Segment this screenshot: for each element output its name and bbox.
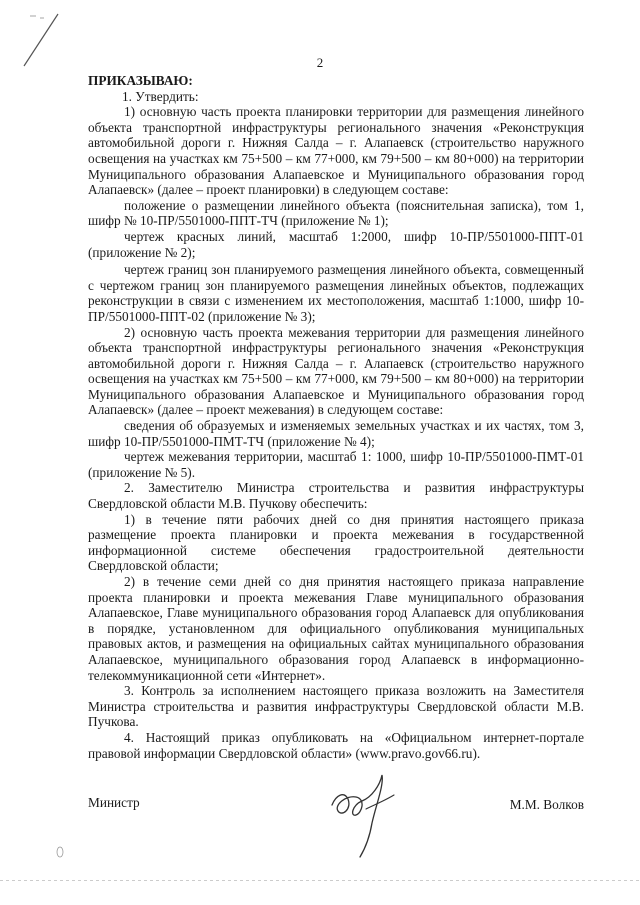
paragraph-4: 4. Настоящий приказ опубликовать на «Официальном интернет-портале правовой информации Свердловской области» (www.pravo.gov66.ru). (88, 729, 584, 761)
paragraph-land-plots: сведения об образуемых и изменяемых земельных участках и их частях, том 3, шифр 10-ПР/5501000-ПМТ-ТЧ (приложение № 4); (88, 418, 584, 449)
page-number: 2 (316, 55, 324, 70)
order-heading: ПРИКАЗЫВАЮ: (88, 73, 193, 88)
paragraph-zones-drawing: чертеж границ зон планируемого размещения линейного объекта, совмещенный с чертежом границ зон планируемого размещения линейных объектов, подлежащих реконструкции в связи с изменением их местоположения, масштаб 1:1000, шифр 10-ПР/5501000-ППТ-02 (приложение № 3); (88, 262, 584, 324)
signatory-name: М.М. Волков (509, 797, 584, 812)
document-body (88, 73, 584, 761)
paragraph-2-1: 1) в течение пяти рабочих дней со дня принятия настоящего приказа размещение проекта планировки и проекта межевания в государственной информационной системе обеспечения градостроительной деятельности Свердловской области; (88, 511, 584, 574)
scan-edge-line (0, 880, 640, 881)
paragraph-2: 2. Заместителю Министра строительства и развития инфраструктуры Свердловской области М.В. Пучкову обеспечить: (88, 480, 584, 512)
paragraph-3: 3. Контроль за исполнением настоящего приказа возложить на Заместителя Министра строительства и развития инфраструктуры Свердловской области М.В. Пучкова. (88, 683, 584, 730)
paragraph-1-2: 2) основную часть проекта межевания территории для размещения линейного объекта транспортной инфраструктуры регионального значения «Реконструкция автомобильной дороги г. Нижняя Салда – г. Алапаевск (строительство наружного освещения на участках км 75+500 – км 77+000, км 79+500 – км 80+000) на территории Муниципального образования Алапаевское и Муниципального образования город Алапаевск» (далее – проект межевания) в следующем составе: (88, 324, 584, 418)
paragraph-red-lines-drawing: чертеж красных линий, масштаб 1:2000, шифр 10-ПР/5501000-ППТ-01 (приложение № 2); (88, 228, 584, 260)
paragraph-explanatory-note: положение о размещении линейного объекта (пояснительная записка), том 1, шифр № 10-ПР/5501000-ППТ-ТЧ (приложение № 1); (88, 197, 584, 229)
paragraph-survey-drawing: чертеж межевания территории, масштаб 1: 1000, шифр 10-ПР/5501000-ПМТ-01 (приложение № 5). (88, 449, 584, 480)
scan-mark-icon (52, 840, 72, 860)
paragraph-2-2: 2) в течение семи дней со дня принятия настоящего приказа направление проекта планировки и проекта межевания Главе муниципального образования Алапаевское, Главе муниципального образования город Алапаевск для опубликования в порядке, установленном для официального опубликования муниципальных правовых актов, и размещения на официальных сайтах муниципального образования Алапаевское, муниципального образования город Алапаевск в информационно-телекоммуникационной сети «Интернет». (88, 574, 584, 683)
handwritten-signature-icon (322, 765, 412, 860)
signatory-title: Министр (88, 795, 140, 810)
paragraph-1-1: 1) основную часть проекта планировки территории для размещения линейного объекта транспортной инфраструктуры регионального значения «Реконструкция автомобильной дороги г. Нижняя Салда – г. Алапаевск (строительство наружного освещения на участках км 75+500 – км 77+000, км 79+500 – км 80+000) на территории Муниципального образования Алапаевское и Муниципального образования город Алапаевск» (далее – проект планировки) в следующем составе: (88, 104, 584, 198)
paragraph-1: 1. Утвердить: (122, 88, 199, 104)
